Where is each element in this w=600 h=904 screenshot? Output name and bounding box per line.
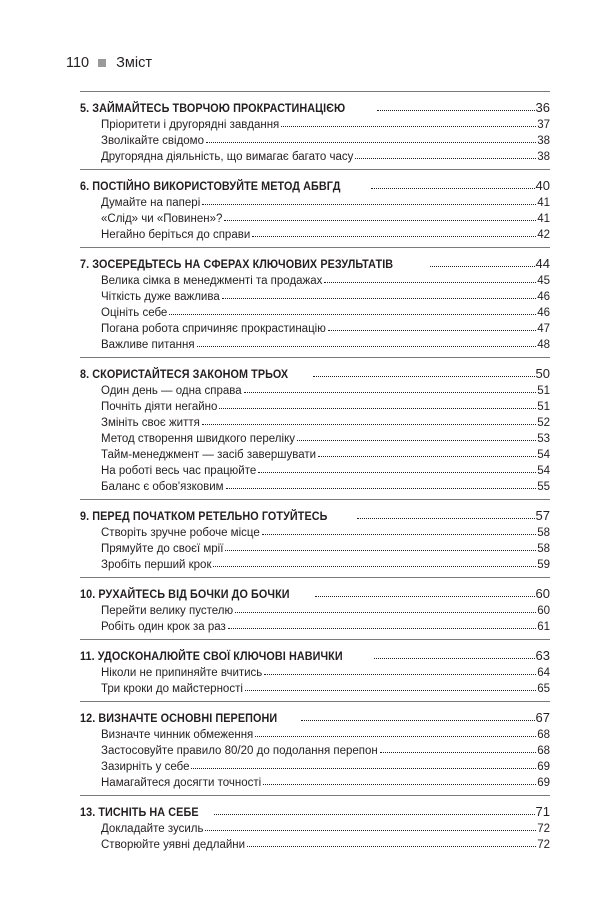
dot-leader	[258, 472, 536, 473]
entry-title: Прямуйте до своєї мрії	[101, 543, 224, 555]
chapter-title: 8. СКОРИСТАЙТЕСЯ ЗАКОНОМ ТРЬОХ	[80, 367, 289, 381]
chapter-page-number: 60	[535, 586, 550, 601]
entry-page-number: 41	[537, 197, 550, 209]
toc-entry-row[interactable]	[80, 319, 550, 335]
toc-entry-row[interactable]	[80, 131, 550, 147]
dot-leader	[224, 220, 536, 221]
entry-page-number: 54	[537, 449, 550, 461]
dot-leader	[357, 518, 535, 519]
chapter-heading-row[interactable]	[80, 95, 550, 115]
chapter-title: 7. ЗОСЕРЕДЬТЕСЬ НА СФЕРАХ КЛЮЧОВИХ РЕЗУЛЬТАТІВ	[80, 257, 394, 271]
chapter-page-number: 50	[535, 366, 550, 381]
entry-page-number: 54	[537, 465, 550, 477]
toc-entry-row[interactable]	[80, 115, 550, 131]
dot-leader	[380, 752, 536, 753]
entry-title: Погана робота спричиняє прокрастинацію	[101, 323, 326, 335]
dot-leader	[324, 282, 536, 283]
entry-title: Почніть діяти негайно	[101, 401, 218, 413]
entry-page-number: 42	[537, 229, 550, 241]
running-header	[66, 53, 152, 73]
entry-title: Змініть своє життя	[101, 417, 200, 429]
chapter-heading-row[interactable]	[80, 173, 550, 193]
toc-entry-row[interactable]	[80, 147, 550, 163]
dot-leader	[169, 314, 536, 315]
dot-leader	[235, 612, 536, 613]
toc-entry-row[interactable]	[80, 461, 550, 477]
section-title: Зміст	[116, 55, 152, 71]
toc-entry-row[interactable]	[80, 835, 550, 851]
entry-title: Другорядна діяльність, що вимагає багато часу	[101, 151, 354, 163]
chapter-title: 12. ВИЗНАЧТЕ ОСНОВНІ ПЕРЕПОНИ	[80, 711, 278, 725]
toc-entry-row[interactable]	[80, 773, 550, 789]
entry-page-number: 69	[537, 761, 550, 773]
dot-leader	[355, 158, 536, 159]
toc-entry-row[interactable]	[80, 381, 550, 397]
toc-entry-row[interactable]	[80, 819, 550, 835]
entry-page-number: 51	[537, 401, 550, 413]
toc-entry-row[interactable]	[80, 617, 550, 633]
toc-chapter	[80, 499, 550, 577]
entry-page-number: 53	[537, 433, 550, 445]
entry-page-number: 48	[537, 339, 550, 351]
chapter-page-number: 67	[535, 710, 550, 725]
toc-entry-row[interactable]	[80, 287, 550, 303]
toc-entry-row[interactable]	[80, 397, 550, 413]
toc-entry-row[interactable]	[80, 477, 550, 493]
toc-entry-row[interactable]	[80, 757, 550, 773]
dot-leader	[377, 110, 535, 111]
chapter-page-number: 63	[535, 648, 550, 663]
entry-page-number: 38	[537, 151, 550, 163]
dot-leader	[225, 550, 536, 551]
entry-title: Перейти велику пустелю	[101, 605, 234, 617]
dot-leader	[328, 330, 536, 331]
toc-chapter	[80, 577, 550, 639]
dot-leader	[313, 376, 534, 377]
toc-chapter	[80, 169, 550, 247]
dot-leader	[281, 126, 536, 127]
dot-leader	[214, 814, 535, 815]
entry-page-number: 55	[537, 481, 550, 493]
dot-leader	[263, 784, 536, 785]
entry-title: Важливе питання	[101, 339, 195, 351]
entry-title: Три кроки до майстерності	[101, 683, 243, 695]
chapter-title: 9. ПЕРЕД ПОЧАТКОМ РЕТЕЛЬНО ГОТУЙТЕСЬ	[80, 509, 328, 523]
entry-title: Визначте чинник обмеження	[101, 729, 254, 741]
dot-leader	[297, 440, 536, 441]
page-number: 110	[66, 55, 90, 71]
entry-page-number: 52	[537, 417, 550, 429]
dot-leader	[226, 488, 537, 489]
chapter-title: 13. ТИСНІТЬ НА СЕБЕ	[80, 805, 199, 819]
toc-entry-row[interactable]	[80, 555, 550, 571]
dot-leader	[374, 658, 535, 659]
chapter-page-number: 40	[535, 178, 550, 193]
entry-title: Оцініть себе	[101, 307, 168, 319]
chapter-heading-row[interactable]	[80, 643, 550, 663]
entry-title: Робіть один крок за раз	[101, 621, 226, 633]
entry-page-number: 72	[537, 823, 550, 835]
dot-leader	[315, 596, 535, 597]
entry-page-number: 64	[537, 667, 550, 679]
toc-entry-row[interactable]	[80, 209, 550, 225]
entry-page-number: 51	[537, 385, 550, 397]
chapter-page-number: 57	[535, 508, 550, 523]
entry-title: Пріоритети і другорядні завдання	[101, 119, 280, 131]
entry-title: Намагайтеся досягти точності	[101, 777, 262, 789]
toc-chapter	[80, 639, 550, 701]
entry-title: Думайте на папері	[101, 197, 201, 209]
chapter-heading-row[interactable]	[80, 799, 550, 819]
toc-entry-row[interactable]	[80, 193, 550, 209]
dot-leader	[247, 846, 536, 847]
toc-entry-row[interactable]	[80, 445, 550, 461]
dot-leader	[202, 424, 536, 425]
toc-entry-row[interactable]	[80, 429, 550, 445]
chapter-title: 11. УДОСКОНАЛЮЙТЕ СВОЇ КЛЮЧОВІ НАВИЧКИ	[80, 649, 343, 663]
entry-page-number: 46	[537, 291, 550, 303]
dot-leader	[255, 736, 536, 737]
entry-title: Зробіть перший крок	[101, 559, 212, 571]
entry-page-number: 46	[537, 307, 550, 319]
entry-title: Застосовуйте правило 80/20 до подолання перепон	[101, 745, 378, 757]
chapter-heading-row[interactable]	[80, 361, 550, 381]
entry-page-number: 69	[537, 777, 550, 789]
entry-title: «Слід» чи «Повинен»?	[101, 213, 223, 225]
entry-title: Метод створення швидкого переліку	[101, 433, 295, 445]
toc-entry-row[interactable]	[80, 601, 550, 617]
entry-title: Баланс є обов'язковим	[101, 481, 224, 493]
entry-page-number: 59	[537, 559, 550, 571]
dot-leader	[301, 720, 534, 721]
dot-leader	[244, 392, 537, 393]
entry-page-number: 41	[537, 213, 550, 225]
chapter-title: 10. РУХАЙТЕСЬ ВІД БОЧКИ ДО БОЧКИ	[80, 587, 290, 601]
toc-entry-row[interactable]	[80, 679, 550, 695]
entry-title: Один день — одна справа	[101, 385, 242, 397]
toc-chapter	[80, 247, 550, 357]
toc-entry-row[interactable]	[80, 663, 550, 679]
entry-page-number: 47	[537, 323, 550, 335]
chapter-heading-row[interactable]	[80, 705, 550, 725]
toc-entry-row[interactable]	[80, 413, 550, 429]
dot-leader	[318, 456, 536, 457]
toc-entry-row[interactable]	[80, 225, 550, 241]
toc-entry-row[interactable]	[80, 523, 550, 539]
entry-title: Зазирніть у себе	[101, 761, 190, 773]
entry-page-number: 45	[537, 275, 550, 287]
dot-leader	[219, 408, 536, 409]
dot-leader	[245, 690, 536, 691]
toc-entry-row[interactable]	[80, 303, 550, 319]
entry-page-number: 72	[537, 839, 550, 851]
dot-leader	[252, 236, 536, 237]
chapter-title: 6. ПОСТІЙНО ВИКОРИСТОВУЙТЕ МЕТОД АБВГД	[80, 179, 341, 193]
toc-entry-row[interactable]	[80, 335, 550, 351]
dot-leader	[222, 298, 536, 299]
chapter-heading-row[interactable]	[80, 251, 550, 271]
chapter-title: 5. ЗАЙМАЙТЕСЬ ТВОРЧОЮ ПРОКРАСТИНАЦІЄЮ	[80, 101, 346, 115]
entry-title: Докладайте зусиль	[101, 823, 204, 835]
toc-entry-row[interactable]	[80, 741, 550, 757]
entry-page-number: 60	[537, 605, 550, 617]
square-icon	[98, 59, 106, 67]
entry-title: Тайм-менеджмент — засіб завершувати	[101, 449, 317, 461]
toc-entry-row[interactable]	[80, 725, 550, 741]
entry-title: Велика сімка в менеджменті та продажах	[101, 275, 323, 287]
dot-leader	[202, 204, 536, 205]
chapter-page-number: 44	[535, 256, 550, 271]
entry-title: На роботі весь час працюйте	[101, 465, 257, 477]
toc-chapter	[80, 357, 550, 499]
toc-chapter	[80, 701, 550, 795]
dot-leader	[205, 830, 536, 831]
dot-leader	[191, 768, 536, 769]
entry-page-number: 68	[537, 745, 550, 757]
dot-leader	[371, 188, 534, 189]
dot-leader	[228, 628, 536, 629]
entry-page-number: 58	[537, 543, 550, 555]
chapter-heading-row[interactable]	[80, 581, 550, 601]
dot-leader	[262, 534, 536, 535]
toc-entry-row[interactable]	[80, 539, 550, 555]
dot-leader	[213, 566, 536, 567]
entry-page-number: 68	[537, 729, 550, 741]
entry-page-number: 65	[537, 683, 550, 695]
chapter-page-number: 36	[535, 100, 550, 115]
entry-page-number: 58	[537, 527, 550, 539]
entry-title: Зволікайте свідомо	[101, 135, 204, 147]
entry-title: Негайно беріться до справи	[101, 229, 251, 241]
dot-leader	[264, 674, 536, 675]
dot-leader	[430, 266, 535, 267]
chapter-page-number: 71	[535, 804, 550, 819]
entry-page-number: 37	[537, 119, 550, 131]
toc-chapter	[80, 795, 550, 857]
dot-leader	[206, 142, 536, 143]
entry-page-number: 38	[537, 135, 550, 147]
entry-title: Створюйте уявні дедлайни	[101, 839, 246, 851]
entry-page-number: 61	[537, 621, 550, 633]
entry-title: Чіткість дуже важлива	[101, 291, 220, 303]
entry-title: Створіть зручне робоче місце	[101, 527, 260, 539]
chapter-heading-row[interactable]	[80, 503, 550, 523]
table-of-contents	[80, 91, 550, 857]
toc-entry-row[interactable]	[80, 271, 550, 287]
toc-chapter	[80, 91, 550, 169]
entry-title: Ніколи не припиняйте вчитись	[101, 667, 263, 679]
dot-leader	[197, 346, 537, 347]
